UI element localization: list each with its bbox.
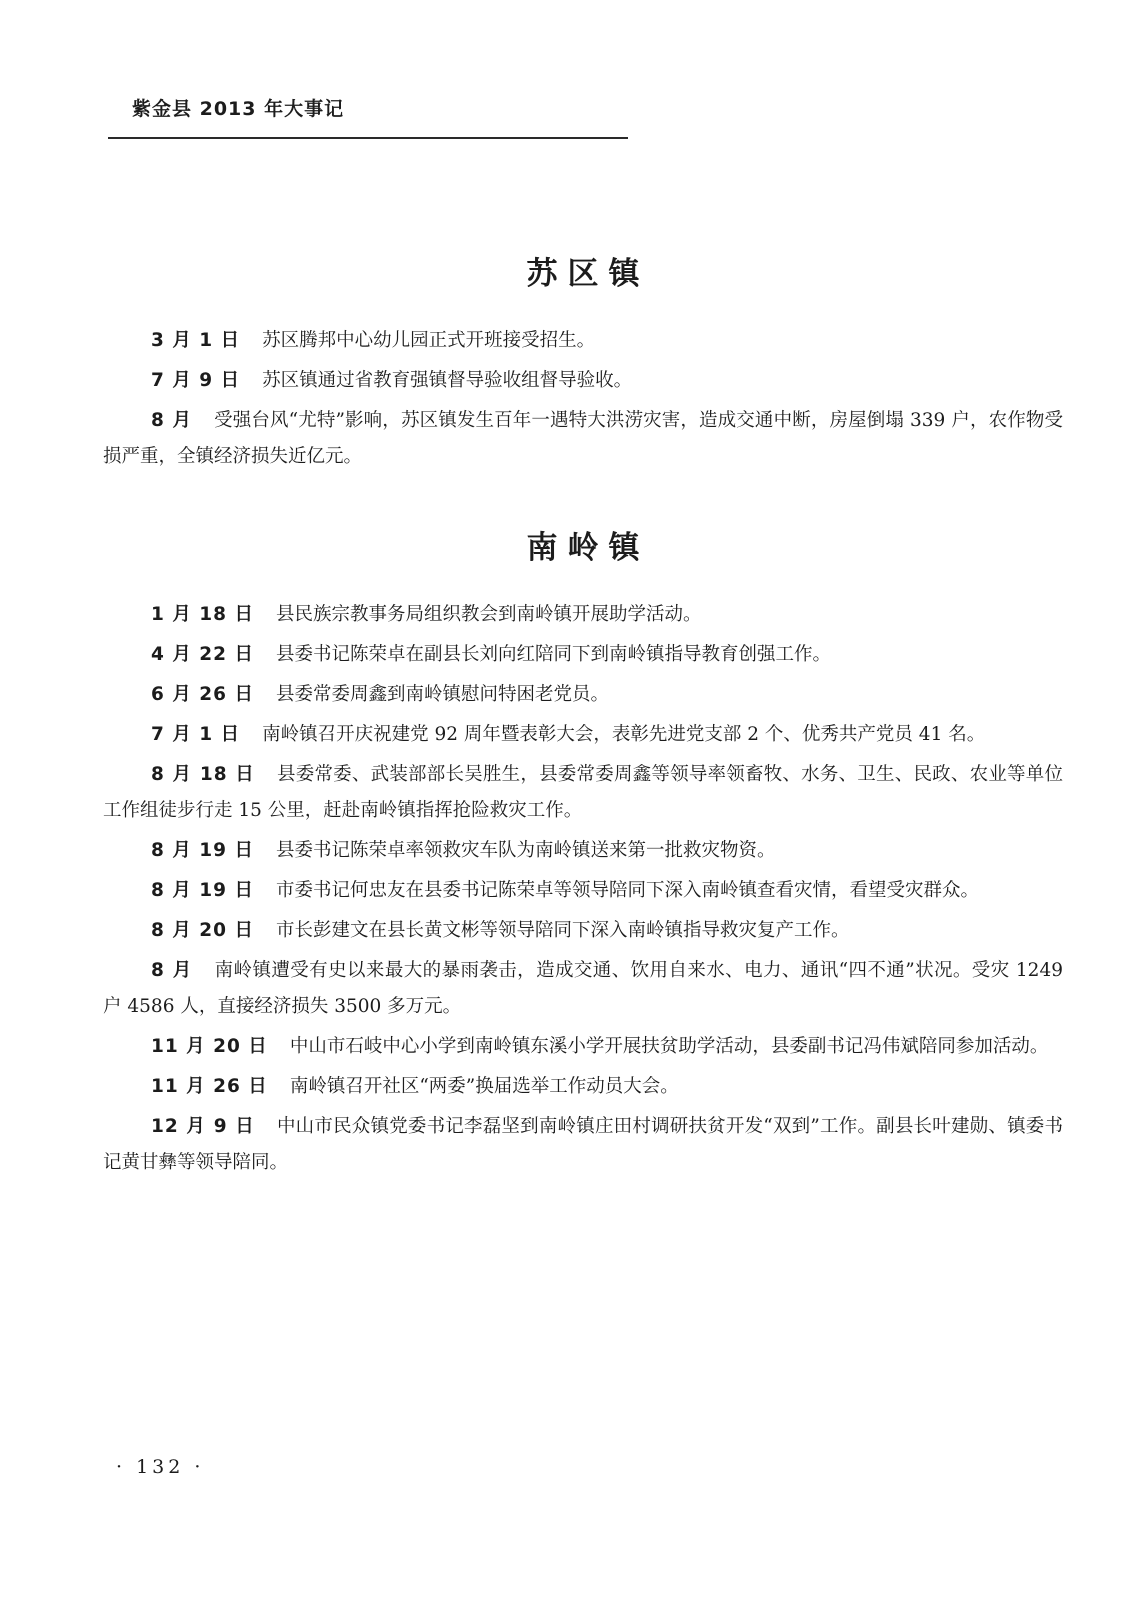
entry-text: 中山市民众镇党委书记李磊坚到南岭镇庄田村调研扶贫开发“双到”工作。副县长叶建勋、镇委书记黄甘彝等领导陪同。 [103, 1116, 1063, 1173]
entry-date: 8 月 19 日 [151, 880, 254, 901]
chronicle-entry [103, 833, 1063, 869]
chronicle-entry [103, 757, 1063, 829]
entry-date: 7 月 9 日 [151, 370, 241, 391]
entry-date: 12 月 9 日 [151, 1116, 255, 1137]
entry-text: 市长彭建文在县长黄文彬等领导陪同下深入南岭镇指导救灾复产工作。 [275, 920, 850, 941]
entry-date: 8 月 18 日 [151, 764, 256, 785]
entry-text: 苏区镇通过省教育强镇督导验收组督导验收。 [262, 370, 633, 391]
entry-date: 11 月 26 日 [151, 1076, 268, 1097]
entry-text: 县委书记陈荣卓在副县长刘向红陪同下到南岭镇指导教育创强工作。 [275, 644, 831, 665]
chronicle-entry [103, 953, 1063, 1025]
chronicle-entry [103, 363, 1063, 399]
entry-date: 11 月 20 日 [151, 1036, 268, 1057]
chronicle-entry [103, 1029, 1063, 1065]
entry-text: 县委常委周鑫到南岭镇慰问特困老党员。 [275, 684, 609, 705]
section-title: 南岭镇 [526, 530, 650, 566]
chronicle-entry [103, 1069, 1063, 1105]
chronicle-entry [103, 1109, 1063, 1181]
chronicle-entry [103, 323, 1063, 359]
entry-text: 南岭镇召开庆祝建党 92 周年暨表彰大会，表彰先进党支部 2 个、优秀共产党员 41 名。 [262, 724, 986, 745]
entry-date: 1 月 18 日 [151, 604, 254, 625]
chronicle-entry [103, 873, 1063, 909]
chronicle-entry [103, 597, 1063, 633]
section-nanling [103, 522, 1063, 1185]
entry-text: 市委书记何忠友在县委书记陈荣卓等领导陪同下深入南岭镇查看灾情，看望受灾群众。 [275, 880, 979, 901]
entry-date: 8 月 19 日 [151, 840, 254, 861]
entry-text: 受强台风“尤特”影响，苏区镇发生百年一遇特大洪涝灾害，造成交通中断，房屋倒塌 339 户，农作物受损严重，全镇经济损失近亿元。 [103, 410, 1063, 467]
entry-date: 4 月 22 日 [151, 644, 254, 665]
header-rule [108, 137, 628, 139]
entry-date: 8 月 [151, 960, 193, 981]
entry-text: 南岭镇遭受有史以来最大的暴雨袭击，造成交通、饮用自来水、电力、通讯“四不通”状况。受灾 1249 户 4586 人，直接经济损失 3500 多万元。 [103, 960, 1063, 1017]
entry-date: 6 月 26 日 [151, 684, 254, 705]
chronicle-entry [103, 913, 1063, 949]
chronicle-entry [103, 677, 1063, 713]
entry-date: 3 月 1 日 [151, 330, 241, 351]
section-suqu [103, 248, 1063, 479]
entry-text: 苏区腾邦中心幼儿园正式开班接受招生。 [262, 330, 596, 351]
entry-text: 县民族宗教事务局组织教会到南岭镇开展助学活动。 [275, 604, 702, 625]
chronicle-entry [103, 717, 1063, 753]
section-title: 苏区镇 [526, 256, 650, 292]
entry-text: 县委书记陈荣卓率领救灾车队为南岭镇送来第一批救灾物资。 [275, 840, 776, 861]
entry-text: 县委常委、武装部部长吴胜生，县委常委周鑫等领导率领畜牧、水务、卫生、民政、农业等单位工作组徒步行走 15 公里，赶赴南岭镇指挥抢险救灾工作。 [103, 764, 1063, 821]
running-head: 紫金县 2013 年大事记 [132, 98, 345, 120]
chronicle-entry [103, 637, 1063, 673]
entry-text: 南岭镇召开社区“两委”换届选举工作动员大会。 [289, 1076, 679, 1097]
entry-text: 中山市石岐中心小学到南岭镇东溪小学开展扶贫助学活动，县委副书记冯伟斌陪同参加活动。 [289, 1036, 1049, 1057]
page-number: · 132 · [116, 1456, 205, 1478]
entry-date: 8 月 20 日 [151, 920, 254, 941]
entry-date: 8 月 [151, 410, 193, 431]
entry-date: 7 月 1 日 [151, 724, 241, 745]
chronicle-entry [103, 403, 1063, 475]
